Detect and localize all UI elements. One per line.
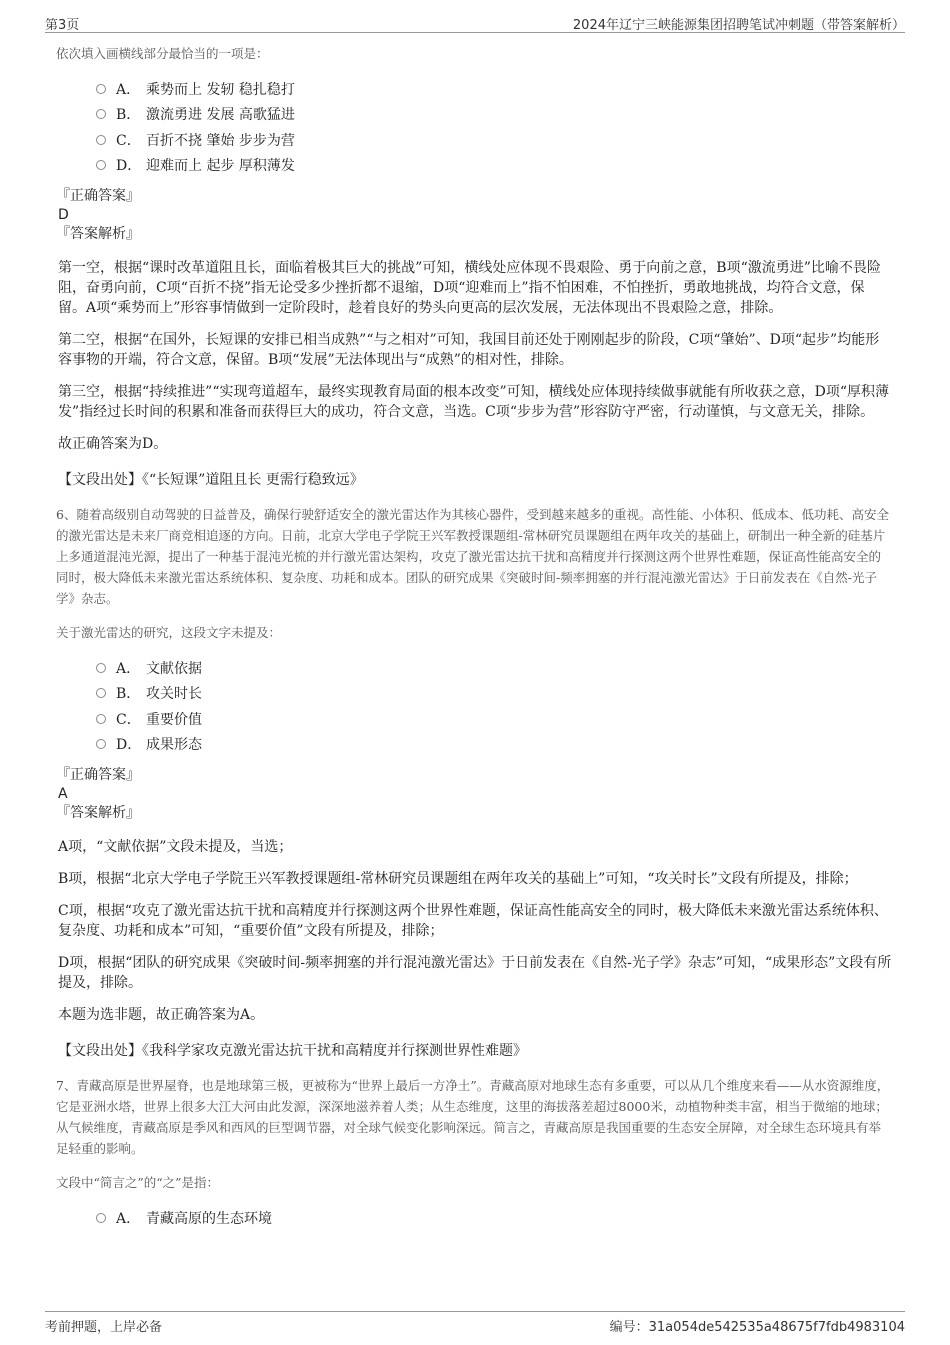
- q6-stem: 6、随着高级别自动驾驶的日益普及，确保行驶舒适安全的激光雷达作为其核心器件，受到越来越多的重视。高性能、小体积、低成本、低功耗、高安全的激光雷达是未来厂商竞相追逐的方向。日前，北京大学电子学院王兴军教授课题组-常林研究员课题组在两年攻关的基础上，研制出一种全新的硅基片上多通道混沌光源，提出了一种基于混沌光梳的并行激光雷达架构，攻克了激光雷达抗干扰和高精度并行探测这两个世界性难题，保证高性能高安全的同时，极大降低未来激光雷达系统体积、复杂度、功耗和成本。团队的研究成果《突破时间-频率拥塞的并行混沌激光雷达》于日前发表在《自然-光子学》杂志。: [56, 507, 889, 606]
- radio-icon[interactable]: [96, 714, 106, 724]
- q6-option-b[interactable]: B． 攻关时长: [96, 681, 892, 707]
- page-footer: [45, 1311, 905, 1338]
- page-number: 第3页: [45, 18, 80, 33]
- q7-stem: 7、青藏高原是世界屋脊，也是地球第三极，更被称为“世界上最后一方净土”。青藏高原对地球生态有多重要，可以从几个维度来看——从水资源维度，它是亚洲水塔，世界上很多大江大河由此发源，深深地滋养着人类；从生态维度，这里的海拔落差超过8000米，动植物种类丰富，相当于微缩的地球；从气候维度，青藏高原是季风和西风的巨型调节器，对全球气候变化影响深远。简言之，青藏高原是我国重要的生态安全屏障，对全球生态环境具有举足轻重的影响。: [56, 1078, 890, 1156]
- page-header: [45, 10, 905, 33]
- q6-analysis-label: 『答案解析』: [56, 805, 140, 821]
- q5-analysis-4: 故正确答案为D。: [58, 436, 168, 452]
- document-title: 2024年辽宁三峡能源集团招聘笔试冲刺题（带答案解析）: [572, 18, 905, 33]
- q5-option-a[interactable]: A． 乘势而上 发轫 稳扎稳打: [96, 76, 892, 102]
- q6-answer-label: 『正确答案』: [56, 767, 140, 783]
- q6-prompt: 关于激光雷达的研究，这段文字未提及：: [56, 625, 282, 640]
- document-body: [56, 44, 892, 1239]
- q6-analysis-5: 本题为选非题，故正确答案为A。: [58, 1007, 265, 1023]
- radio-icon[interactable]: [96, 688, 106, 698]
- radio-icon[interactable]: [96, 663, 106, 673]
- q5-option-c[interactable]: C． 百折不挠 肇始 步步为营: [96, 127, 892, 153]
- q5-answer: D: [58, 207, 69, 223]
- q7-options: [96, 1205, 892, 1231]
- q7-prompt: 文段中“简言之”的“之”是指：: [56, 1175, 220, 1190]
- q6-options: [96, 655, 892, 757]
- radio-icon[interactable]: [96, 1213, 106, 1223]
- q5-option-d[interactable]: D． 迎难而上 起步 厚积薄发: [96, 153, 892, 179]
- q6-source: 【文段出处】《我科学家攻克激光雷达抗干扰和高精度并行探测世界性难题》: [58, 1043, 527, 1059]
- q5-prompt: 依次填入画横线部分最恰当的一项是：: [56, 46, 269, 61]
- document-id: 编号：31a054de542535a48675f7fdb4983104: [609, 1320, 905, 1335]
- radio-icon[interactable]: [96, 739, 106, 749]
- q5-answer-label: 『正确答案』: [56, 188, 140, 204]
- q6-option-c[interactable]: C． 重要价值: [96, 706, 892, 732]
- q5-source: 【文段出处】《“长短课”道阻且长 更需行稳致远》: [58, 472, 364, 488]
- q6-option-d[interactable]: D． 成果形态: [96, 732, 892, 758]
- q6-analysis-1: A项，“文献依据”文段未提及，当选；: [58, 839, 293, 855]
- q5-analysis-2: 第二空，根据“在国外，长短课的安排已相当成熟”“与之相对”可知，我国目前还处于刚刚起步的阶段，C项“肇始”、D项“起步”均能形容事物的开端，符合文意，保留。B项“发展”无法体现出与“成熟”的相对性，排除。: [58, 332, 880, 368]
- q6-analysis-2: B项，根据“北京大学电子学院王兴军教授课题组-常林研究员课题组在两年攻关的基础上”可知，“攻关时长”文段有所提及，排除；: [58, 871, 858, 887]
- footer-slogan: 考前押题，上岸必备: [45, 1320, 163, 1335]
- q5-analysis-3: 第三空，根据“持续推进”“实现弯道超车，最终实现教育局面的根本改变”可知，横线处应体现持续做事就能有所收获之意，D项“厚积薄发”指经过长时间的积累和准备而获得巨大的成功，符合文意，当选。C项“步步为营”形容防守严密，行动谨慎，与文意无关，排除。: [58, 384, 890, 420]
- radio-icon[interactable]: [96, 135, 106, 145]
- radio-icon[interactable]: [96, 84, 106, 94]
- q7-option-a[interactable]: A． 青藏高原的生态环境: [96, 1205, 892, 1231]
- q5-analysis-label: 『答案解析』: [56, 226, 140, 242]
- q6-analysis-3: C项，根据“攻克了激光雷达抗干扰和高精度并行探测这两个世界性难题，保证高性能高安全的同时，极大降低未来激光雷达系统体积、复杂度、功耗和成本”可知，“重要价值”文段有所提及，排除；: [58, 903, 888, 939]
- q6-answer: A: [58, 786, 68, 802]
- q5-option-b[interactable]: B． 激流勇进 发展 高歌猛进: [96, 102, 892, 128]
- q5-analysis-1: 第一空，根据“课时改革道阻且长，面临着极其巨大的挑战”可知，横线处应体现不畏艰险、勇于向前之意，B项“激流勇进”比喻不畏险阻，奋勇向前，C项“百折不挠”指无论受多少挫折都不退缩，D项“迎难而上”指不怕困难，不怕挫折，勇敢地挑战，均符合文意，保留。A项“乘势而上”形容事情做到一定阶段时，趁着良好的势头向更高的层次发展，无法体现出不畏艰险之意，排除。: [58, 260, 881, 316]
- q6-option-a[interactable]: A． 文献依据: [96, 655, 892, 681]
- radio-icon[interactable]: [96, 160, 106, 170]
- q6-analysis-4: D项，根据“团队的研究成果《突破时间-频率拥塞的并行混沌激光雷达》于日前发表在《自然-光子学》杂志”可知，“成果形态”文段有所提及，排除。: [58, 955, 892, 991]
- q5-options: [96, 76, 892, 178]
- radio-icon[interactable]: [96, 109, 106, 119]
